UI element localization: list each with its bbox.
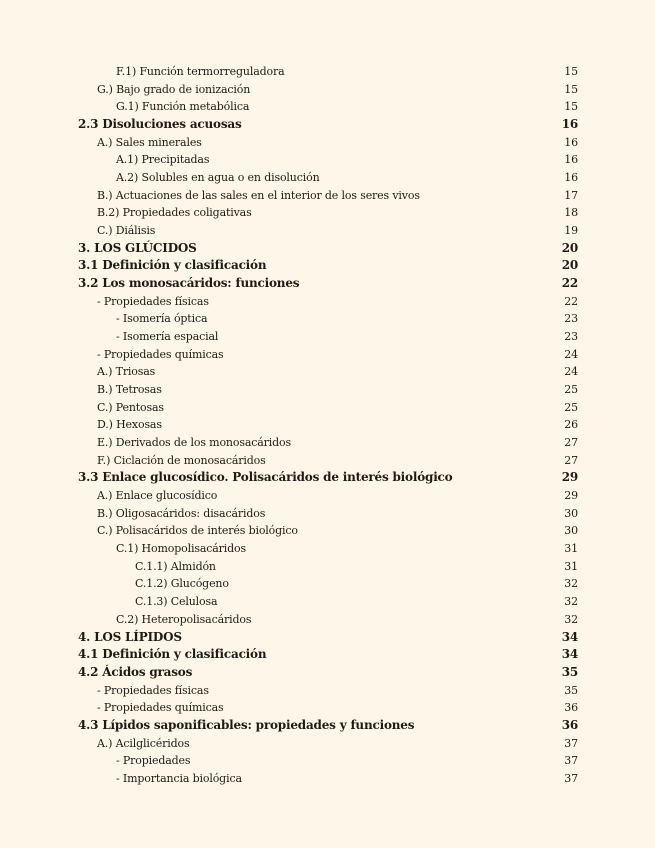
toc-entry-page-number: 15 bbox=[564, 65, 578, 78]
toc-entry-title: A.) Acilglicéridos bbox=[97, 736, 190, 750]
toc-entry-page-number: 16 bbox=[561, 117, 578, 132]
toc-entry-page-number: 32 bbox=[564, 595, 578, 609]
toc-entry-page-number: 20 bbox=[561, 258, 578, 273]
toc-entry-page-number: 27 bbox=[564, 436, 578, 450]
toc-entry-title: B.) Actuaciones de las sales en el interior de los seres vivos bbox=[97, 188, 420, 202]
toc-entry-title: - Isomería espacial bbox=[116, 330, 219, 344]
toc-entry-title: C.) Pentosas bbox=[97, 400, 164, 414]
toc-entry-page-number: 37 bbox=[564, 754, 578, 768]
toc-section-heading[interactable] bbox=[0, 240, 655, 258]
toc-entry[interactable] bbox=[0, 752, 655, 770]
toc-entry-page-number: 32 bbox=[564, 577, 578, 591]
table-of-contents bbox=[0, 63, 655, 788]
toc-entry[interactable] bbox=[0, 204, 655, 222]
toc-entry-title: A.) Triosas bbox=[97, 365, 156, 379]
toc-entry[interactable] bbox=[0, 487, 655, 505]
toc-entry-title: 4. LOS LÍPIDOS bbox=[78, 629, 182, 644]
toc-entry-title: 3.2 Los monosacáridos: funciones bbox=[78, 276, 300, 291]
toc-entry-page-number: 36 bbox=[564, 701, 578, 715]
toc-entry[interactable] bbox=[0, 558, 655, 576]
toc-entry-title: C.2) Heteropolisacáridos bbox=[116, 612, 252, 626]
toc-entry-title: B.) Oligosacáridos: disacáridos bbox=[97, 506, 266, 520]
toc-entry-page-number: 32 bbox=[564, 612, 578, 626]
toc-entry-page-number: 31 bbox=[564, 542, 578, 556]
toc-entry[interactable] bbox=[0, 416, 655, 434]
toc-section-heading[interactable] bbox=[0, 646, 655, 664]
toc-entry-title: 4.2 Ácidos grasos bbox=[78, 664, 193, 679]
toc-entry-page-number: 35 bbox=[561, 664, 578, 679]
toc-section-heading[interactable] bbox=[0, 629, 655, 647]
toc-entry-title: C.) Polisacáridos de interés biológico bbox=[97, 524, 298, 538]
toc-entry-title: B.2) Propiedades coligativas bbox=[97, 206, 252, 220]
toc-entry[interactable] bbox=[0, 522, 655, 540]
toc-entry[interactable] bbox=[0, 98, 655, 116]
toc-entry-page-number: 25 bbox=[564, 383, 578, 397]
toc-entry-page-number: 16 bbox=[564, 135, 578, 149]
toc-entry-title: C.1) Homopolisacáridos bbox=[116, 542, 246, 556]
toc-entry-page-number: 29 bbox=[564, 489, 578, 503]
toc-entry-title: F.1) Función termorreguladora bbox=[116, 65, 285, 78]
toc-entry-page-number: 19 bbox=[564, 224, 578, 238]
toc-entry-page-number: 24 bbox=[564, 365, 578, 379]
toc-entry[interactable] bbox=[0, 363, 655, 381]
toc-entry[interactable] bbox=[0, 399, 655, 417]
toc-entry-page-number: 34 bbox=[561, 647, 578, 662]
toc-entry-page-number: 36 bbox=[561, 717, 578, 732]
toc-entry-title: - Isomería óptica bbox=[116, 312, 208, 326]
toc-entry-title: A.) Sales minerales bbox=[97, 135, 202, 149]
toc-entry-page-number: 30 bbox=[564, 506, 578, 520]
toc-entry-page-number: 37 bbox=[564, 771, 578, 785]
toc-entry-title: 3.3 Enlace glucosídico. Polisacáridos de interés biológico bbox=[78, 470, 453, 485]
toc-entry[interactable] bbox=[0, 540, 655, 558]
toc-entry-title: 4.3 Lípidos saponificables: propiedades y funciones bbox=[78, 717, 415, 732]
toc-entry-title: G.) Bajo grado de ionización bbox=[97, 82, 251, 96]
toc-entry-page-number: 27 bbox=[564, 453, 578, 467]
toc-entry-title: 2.3 Disoluciones acuosas bbox=[78, 117, 242, 132]
toc-entry-page-number: 30 bbox=[564, 524, 578, 538]
toc-entry-page-number: 18 bbox=[564, 206, 578, 220]
toc-entry-page-number: 22 bbox=[564, 294, 578, 308]
toc-entry-page-number: 17 bbox=[564, 188, 578, 202]
toc-entry-page-number: 29 bbox=[561, 470, 578, 485]
toc-entry-title: D.) Hexosas bbox=[97, 418, 162, 432]
toc-entry-page-number: 37 bbox=[564, 736, 578, 750]
toc-section-heading[interactable] bbox=[0, 257, 655, 275]
toc-entry-title: A.1) Precipitadas bbox=[116, 153, 210, 167]
toc-entry-title: C.1.2) Glucógeno bbox=[135, 577, 229, 591]
toc-entry[interactable] bbox=[0, 434, 655, 452]
toc-entry[interactable] bbox=[0, 328, 655, 346]
toc-entry-title: E.) Derivados de los monosacáridos bbox=[97, 436, 291, 450]
toc-section-heading[interactable] bbox=[0, 469, 655, 487]
toc-entry-title: - Propiedades químicas bbox=[97, 701, 224, 715]
toc-section-heading[interactable] bbox=[0, 275, 655, 293]
toc-entry-title: C.) Diálisis bbox=[97, 224, 156, 238]
toc-entry-title: 4.1 Definición y clasificación bbox=[78, 647, 267, 662]
toc-entry-page-number: 34 bbox=[561, 629, 578, 644]
toc-entry[interactable] bbox=[0, 452, 655, 470]
toc-entry[interactable] bbox=[0, 151, 655, 169]
toc-entry-page-number: 24 bbox=[564, 347, 578, 361]
toc-entry-page-number: 31 bbox=[564, 559, 578, 573]
toc-entry[interactable] bbox=[0, 222, 655, 240]
toc-entry[interactable] bbox=[0, 611, 655, 629]
toc-entry[interactable] bbox=[0, 63, 655, 81]
toc-entry[interactable] bbox=[0, 699, 655, 717]
toc-entry-page-number: 35 bbox=[564, 683, 578, 697]
toc-entry-title: C.1.3) Celulosa bbox=[135, 595, 218, 609]
toc-entry[interactable] bbox=[0, 770, 655, 788]
toc-section-heading[interactable] bbox=[0, 116, 655, 134]
toc-entry-page-number: 15 bbox=[564, 100, 578, 114]
toc-section-heading[interactable] bbox=[0, 664, 655, 682]
toc-section-heading[interactable] bbox=[0, 717, 655, 735]
toc-entry[interactable] bbox=[0, 575, 655, 593]
toc-entry-title: - Importancia biológica bbox=[116, 771, 242, 785]
toc-entry-page-number: 15 bbox=[564, 82, 578, 96]
toc-entry-title: B.) Tetrosas bbox=[97, 383, 162, 397]
toc-entry-title: 3.1 Definición y clasificación bbox=[78, 258, 267, 273]
toc-entry-title: - Propiedades físicas bbox=[97, 683, 209, 697]
toc-entry-page-number: 16 bbox=[564, 153, 578, 167]
toc-entry-title: 3. LOS GLÚCIDOS bbox=[78, 240, 197, 255]
toc-entry-page-number: 23 bbox=[564, 312, 578, 326]
toc-entry[interactable] bbox=[0, 310, 655, 328]
toc-entry[interactable] bbox=[0, 134, 655, 152]
toc-entry[interactable] bbox=[0, 593, 655, 611]
toc-entry-page-number: 16 bbox=[564, 171, 578, 185]
toc-entry-page-number: 23 bbox=[564, 330, 578, 344]
toc-entry[interactable] bbox=[0, 735, 655, 753]
toc-entry[interactable] bbox=[0, 187, 655, 205]
toc-entry-page-number: 22 bbox=[561, 276, 578, 291]
toc-entry-page-number: 20 bbox=[561, 240, 578, 255]
toc-entry-page-number: 25 bbox=[564, 400, 578, 414]
toc-entry-page-number: 26 bbox=[564, 418, 578, 432]
toc-entry-title: G.1) Función metabólica bbox=[116, 100, 250, 114]
toc-entry-title: C.1.1) Almidón bbox=[135, 559, 216, 573]
toc-entry[interactable] bbox=[0, 293, 655, 311]
toc-entry[interactable] bbox=[0, 505, 655, 523]
toc-entry[interactable] bbox=[0, 346, 655, 364]
toc-entry-title: A.2) Solubles en agua o en disolución bbox=[116, 171, 320, 185]
toc-entry-title: - Propiedades físicas bbox=[97, 294, 209, 308]
toc-entry[interactable] bbox=[0, 682, 655, 700]
toc-entry-title: - Propiedades químicas bbox=[97, 347, 224, 361]
toc-entry-title: F.) Ciclación de monosacáridos bbox=[97, 453, 266, 467]
toc-entry[interactable] bbox=[0, 381, 655, 399]
toc-entry-title: A.) Enlace glucosídico bbox=[97, 489, 218, 503]
toc-entry-title: - Propiedades bbox=[116, 754, 191, 768]
toc-entry[interactable] bbox=[0, 169, 655, 187]
toc-entry[interactable] bbox=[0, 81, 655, 99]
